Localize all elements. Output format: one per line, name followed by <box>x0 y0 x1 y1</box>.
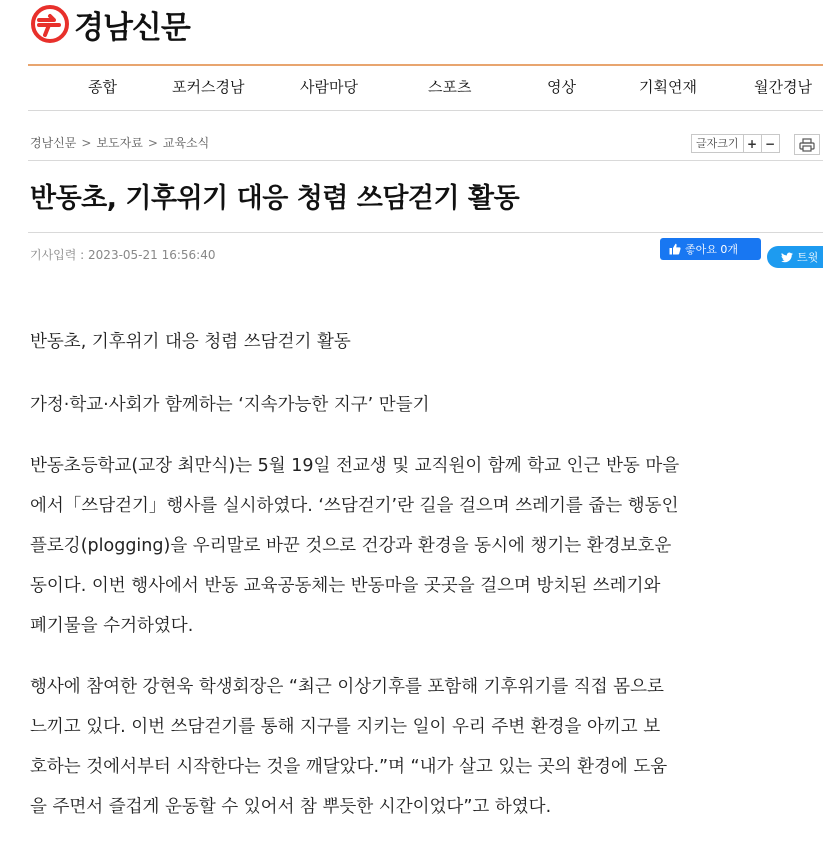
font-size-control <box>691 134 780 153</box>
print-button[interactable] <box>794 134 820 155</box>
site-logo[interactable] <box>30 4 190 44</box>
paragraph-line: 느끼고 있다. 이번 쓰담걷기를 통해 지구를 지키는 일이 우리 주변 환경을 아끼고 보 <box>30 717 661 737</box>
paragraph-line: 을 주면서 즐겁게 운동할 수 있어서 참 뿌듯한 시간이었다”고 하였다. <box>30 797 552 817</box>
paragraph-line: 에서「쓰담걷기」행사를 실시하였다. ‘쓰담걷기’란 길을 걸으며 쓰레기를 줍는 행동인 <box>30 496 679 516</box>
breadcrumb-separator: > <box>147 136 158 150</box>
nav-item-general[interactable]: 종합 <box>88 78 117 96</box>
twitter-bird-icon <box>781 252 793 263</box>
font-decrease-button[interactable]: − <box>762 134 780 153</box>
breadcrumb-home[interactable]: 경남신문 <box>30 136 77 150</box>
divider <box>28 232 823 233</box>
paragraph-line: 행사에 참여한 강현욱 학생회장은 “최근 이상기후를 포함해 기후위기를 직접 몸으로 <box>30 677 664 697</box>
facebook-like-button[interactable] <box>660 238 761 260</box>
paragraph-line: 폐기물을 수거하였다. <box>30 616 194 636</box>
paragraph-line: 호하는 것에서부터 시작한다는 것을 깨달았다.”며 “내가 살고 있는 곳의 환경에 도움 <box>30 757 668 777</box>
nav-item-focus[interactable]: 포커스경남 <box>172 78 245 96</box>
paragraph-line: 플로깅(plogging)을 우리말로 바꾼 것으로 건강과 환경을 동시에 챙기는 환경보호운 <box>30 536 672 556</box>
nav-item-people[interactable]: 사람마당 <box>300 78 358 96</box>
tweet-label: 트윗 <box>797 251 819 264</box>
breadcrumb-separator: > <box>81 136 92 150</box>
nav-item-series[interactable]: 기획연재 <box>639 78 697 96</box>
like-label: 좋아요 0개 <box>685 243 738 256</box>
font-increase-button[interactable]: + <box>744 134 762 153</box>
breadcrumb <box>30 134 209 151</box>
font-size-label: 글자크기 <box>691 134 744 153</box>
divider <box>28 160 823 161</box>
breadcrumb-education[interactable]: 교육소식 <box>162 136 210 150</box>
article-subtitle: 가정·학교·사회가 함께하는 ‘지속가능한 지구’ 만들기 <box>30 395 430 415</box>
article-subtitle: 반동초, 기후위기 대응 청렴 쓰담걷기 활동 <box>30 332 351 352</box>
nav-item-video[interactable]: 영상 <box>547 78 576 96</box>
article-title: 반동초, 기후위기 대응 청렴 쓰담걷기 활동 <box>30 183 520 214</box>
paragraph-line: 동이다. 이번 행사에서 반동 교육공동체는 반동마을 곳곳을 걸으며 방치된 쓰레기와 <box>30 576 661 596</box>
main-nav <box>28 64 823 111</box>
article-date: 기사입력 : 2023-05-21 16:56:40 <box>30 248 216 262</box>
paragraph-line: 반동초등학교(교장 최만식)는 5월 19일 전교생 및 교직원이 함께 학교 인근 반동 마을 <box>30 456 680 476</box>
tweet-button[interactable] <box>767 246 823 268</box>
logo-text: 경남신문 <box>74 9 190 46</box>
print-icon <box>799 138 815 152</box>
breadcrumb-press[interactable]: 보도자료 <box>96 136 143 150</box>
nav-item-sports[interactable]: 스포츠 <box>428 78 472 96</box>
nav-item-monthly[interactable]: 월간경남 <box>754 78 812 96</box>
newspaper-logo-icon <box>30 4 70 44</box>
thumbs-up-icon <box>669 243 681 255</box>
